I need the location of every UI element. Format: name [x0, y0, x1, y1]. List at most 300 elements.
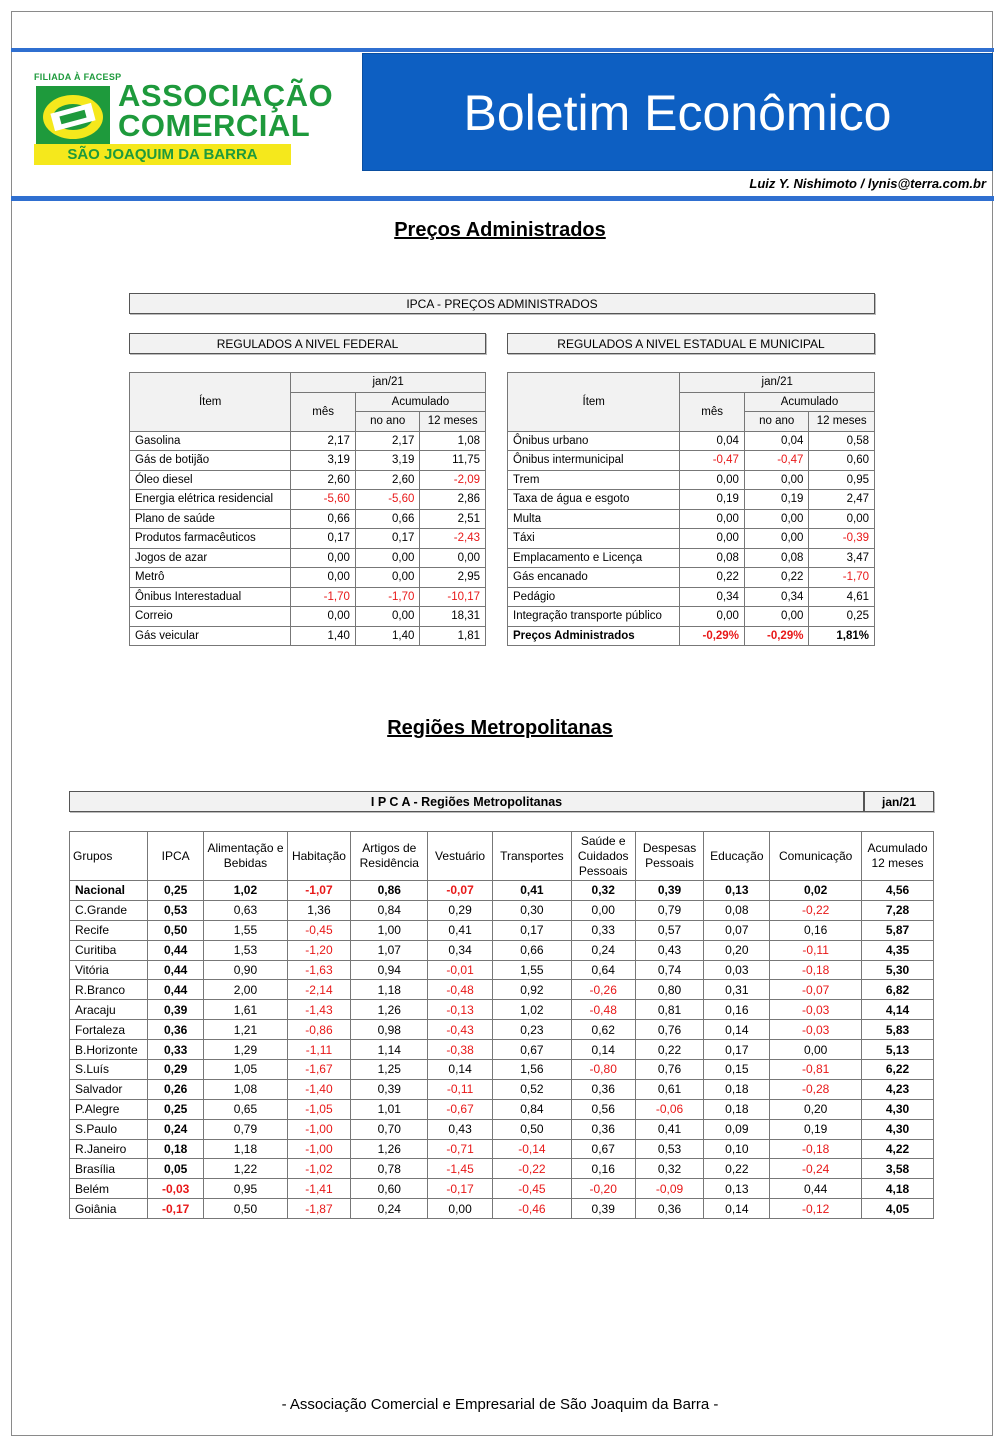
association-logo: [34, 70, 334, 168]
cell-value: 1,26: [351, 1000, 428, 1020]
cell-value: 0,18: [147, 1139, 204, 1159]
header-line: Habitação: [291, 848, 346, 863]
cell-value: 0,16: [770, 920, 862, 940]
cell-value: 3,47: [809, 548, 875, 568]
region-name: R.Branco: [70, 980, 148, 1000]
cell-value: 0,05: [147, 1159, 204, 1179]
cell-value: 2,51: [420, 509, 486, 529]
cell-value: -0,45: [287, 920, 351, 940]
cell-value: -1,70: [355, 587, 420, 607]
table-row: [70, 1020, 934, 1040]
cell-value: -0,47: [744, 451, 809, 471]
ipca-metro-banner: I P C A - Regiões Metropolitanas: [69, 791, 864, 812]
cell-value: 0,25: [809, 607, 875, 627]
cell-value: 0,16: [571, 1159, 635, 1179]
cell-value: -1,00: [287, 1139, 351, 1159]
region-name: Salvador: [70, 1079, 148, 1099]
table-row: [508, 607, 875, 627]
row-label: Gás encanado: [508, 568, 680, 588]
cell-value: 2,00: [204, 980, 287, 1000]
cell-value: 0,95: [809, 470, 875, 490]
cell-value: 0,25: [147, 881, 204, 901]
cell-value: 0,22: [744, 568, 809, 588]
column-header: [428, 832, 493, 881]
cell-value: 0,41: [428, 920, 493, 940]
cell-value: 1,26: [351, 1139, 428, 1159]
cell-value: 0,39: [147, 1000, 204, 1020]
cell-value: 0,30: [492, 900, 571, 920]
section-title-metro-regions: Regiões Metropolitanas: [387, 717, 613, 739]
cell-value: 0,00: [744, 509, 809, 529]
column-header: [862, 832, 934, 881]
cell-value: 0,10: [704, 1139, 770, 1159]
federal-label: REGULADOS A NIVEL FEDERAL: [129, 333, 486, 354]
region-name: Vitória: [70, 960, 148, 980]
cell-value: -1,11: [287, 1040, 351, 1060]
cell-value: 6,22: [862, 1060, 934, 1080]
table-row: [130, 470, 486, 490]
cell-value: 0,00: [744, 529, 809, 549]
table-row: [70, 1040, 934, 1060]
cell-value: 0,36: [571, 1079, 635, 1099]
region-name: Recife: [70, 920, 148, 940]
cell-value: -0,38: [428, 1040, 493, 1060]
col-month: mês: [680, 392, 745, 431]
cell-value: 1,61: [204, 1000, 287, 1020]
cell-value: -0,01: [428, 960, 493, 980]
header-line: Despesas: [642, 841, 697, 855]
row-label: Produtos farmacêuticos: [130, 529, 291, 549]
cell-value: 0,70: [351, 1119, 428, 1139]
logo-line2: COMERCIAL: [118, 108, 311, 143]
cell-value: -1,07: [287, 881, 351, 901]
cell-value: 0,44: [147, 980, 204, 1000]
header-line: Bebidas: [223, 856, 268, 870]
cell-value: 0,20: [770, 1099, 862, 1119]
cell-value: 0,17: [355, 529, 420, 549]
cell-value: -0,09: [635, 1179, 704, 1199]
cell-value: -1,05: [287, 1099, 351, 1119]
col-period: jan/21: [291, 373, 486, 393]
cell-value: -0,46: [492, 1199, 571, 1219]
cell-value: 1,25: [351, 1060, 428, 1080]
cell-value: 1,36: [287, 900, 351, 920]
cell-value: 2,60: [355, 470, 420, 490]
cell-value: -1,45: [428, 1159, 493, 1179]
cell-value: 0,66: [291, 509, 356, 529]
cell-value: 4,22: [862, 1139, 934, 1159]
cell-value: -0,45: [492, 1179, 571, 1199]
cell-value: 0,14: [704, 1199, 770, 1219]
cell-value: 0,18: [704, 1079, 770, 1099]
table-row: [70, 1159, 934, 1179]
cell-value: 0,60: [351, 1179, 428, 1199]
cell-value: 3,19: [355, 451, 420, 471]
table-row: [508, 451, 875, 471]
cell-value: 1,40: [355, 626, 420, 646]
table-row: [70, 881, 934, 901]
cell-value: -0,86: [287, 1020, 351, 1040]
table-row: [70, 1099, 934, 1119]
cell-value: 0,31: [704, 980, 770, 1000]
cell-value: 4,05: [862, 1199, 934, 1219]
header-line: Alimentação e: [207, 841, 284, 855]
row-label: Pedágio: [508, 587, 680, 607]
cell-value: 1,07: [351, 940, 428, 960]
cell-value: 0,00: [744, 470, 809, 490]
cell-value: -1,41: [287, 1179, 351, 1199]
cell-value: 0,24: [147, 1119, 204, 1139]
cell-value: -1,70: [291, 587, 356, 607]
column-header: [147, 832, 204, 881]
cell-value: -2,43: [420, 529, 486, 549]
cell-value: 0,24: [351, 1199, 428, 1219]
metro-regions-table: [69, 831, 934, 1219]
cell-value: -0,13: [428, 1000, 493, 1020]
cell-value: 1,01: [351, 1099, 428, 1119]
top-blue-rule: [11, 48, 994, 52]
cell-value: 0,14: [704, 1020, 770, 1040]
region-name: C.Grande: [70, 900, 148, 920]
cell-value: -1,40: [287, 1079, 351, 1099]
cell-value: 0,00: [291, 568, 356, 588]
cell-value: 0,64: [571, 960, 635, 980]
cell-value: 0,86: [351, 881, 428, 901]
cell-value: 1,22: [204, 1159, 287, 1179]
cell-value: 4,30: [862, 1099, 934, 1119]
column-header: [70, 832, 148, 881]
cell-value: 0,00: [420, 548, 486, 568]
cell-value: 0,00: [571, 900, 635, 920]
region-name: Belém: [70, 1179, 148, 1199]
table-row: [130, 529, 486, 549]
cell-value: 0,26: [147, 1079, 204, 1099]
cell-value: 0,22: [704, 1159, 770, 1179]
header-line: Acumulado: [867, 841, 928, 855]
cell-value: 2,47: [809, 490, 875, 510]
table-row: [130, 607, 486, 627]
cell-value: 5,30: [862, 960, 934, 980]
table-row: [130, 568, 486, 588]
table-row: [508, 529, 875, 549]
cell-value: 0,08: [680, 548, 745, 568]
table-row: [70, 1179, 934, 1199]
region-name: P.Alegre: [70, 1099, 148, 1119]
ipca-administered-banner: IPCA - PREÇOS ADMINISTRADOS: [129, 293, 875, 314]
table-row: [70, 1199, 934, 1219]
cell-value: 4,56: [862, 881, 934, 901]
table-row: [508, 490, 875, 510]
header-line: 12 meses: [871, 856, 924, 870]
total-value: -0,29%: [744, 626, 809, 646]
cell-value: 0,84: [351, 900, 428, 920]
footer-text: - Associação Comercial e Empresarial de São Joaquim da Barra -: [281, 1396, 719, 1413]
cell-value: 0,94: [351, 960, 428, 980]
cell-value: -1,20: [287, 940, 351, 960]
cell-value: -0,03: [147, 1179, 204, 1199]
cell-value: 6,82: [862, 980, 934, 1000]
cell-value: 5,83: [862, 1020, 934, 1040]
header-line: Residência: [359, 856, 419, 870]
cell-value: 0,61: [635, 1079, 704, 1099]
row-label: Metrô: [130, 568, 291, 588]
col-year: no ano: [744, 412, 809, 432]
cell-value: 0,79: [635, 900, 704, 920]
metro-period: jan/21: [864, 791, 934, 812]
col-12m: 12 meses: [420, 412, 486, 432]
row-label: Ônibus urbano: [508, 431, 680, 451]
cell-value: 0,50: [492, 1119, 571, 1139]
row-label: Jogos de azar: [130, 548, 291, 568]
cell-value: -10,17: [420, 587, 486, 607]
cell-value: 0,14: [571, 1040, 635, 1060]
table-row: [70, 980, 934, 1000]
cell-value: -2,09: [420, 470, 486, 490]
cell-value: 0,29: [428, 900, 493, 920]
state-municipal-prices-table: [507, 372, 875, 646]
cell-value: -0,14: [492, 1139, 571, 1159]
cell-value: -1,67: [287, 1060, 351, 1080]
cell-value: -0,07: [770, 980, 862, 1000]
table-row: [70, 960, 934, 980]
cell-value: -0,67: [428, 1099, 493, 1119]
row-label: Taxa de água e esgoto: [508, 490, 680, 510]
cell-value: 1,56: [492, 1060, 571, 1080]
section-title-administered-prices: Preços Administrados: [394, 219, 606, 241]
cell-value: 0,00: [680, 509, 745, 529]
cell-value: -0,48: [428, 980, 493, 1000]
cell-value: -1,70: [809, 568, 875, 588]
cell-value: 0,04: [680, 431, 745, 451]
column-header: [287, 832, 351, 881]
row-label: Energia elétrica residencial: [130, 490, 291, 510]
cell-value: -0,07: [428, 881, 493, 901]
total-value: -0,29%: [680, 626, 745, 646]
cell-value: 0,57: [635, 920, 704, 940]
cell-value: 0,32: [635, 1159, 704, 1179]
cell-value: 0,41: [492, 881, 571, 901]
cell-value: 0,84: [492, 1099, 571, 1119]
cell-value: -0,26: [571, 980, 635, 1000]
cell-value: 0,00: [428, 1199, 493, 1219]
table-row: [130, 548, 486, 568]
row-label: Gasolina: [130, 431, 291, 451]
cell-value: 0,43: [428, 1119, 493, 1139]
cell-value: -0,06: [635, 1099, 704, 1119]
cell-value: 5,87: [862, 920, 934, 940]
header-line: Transportes: [500, 848, 564, 863]
cell-value: 0,00: [680, 470, 745, 490]
cell-value: 0,00: [809, 509, 875, 529]
cell-value: 0,22: [635, 1040, 704, 1060]
cell-value: 0,00: [355, 607, 420, 627]
row-label: Táxi: [508, 529, 680, 549]
col-item: Ítem: [130, 373, 291, 432]
cell-value: 0,44: [147, 940, 204, 960]
table-row: [70, 1000, 934, 1020]
column-header: [571, 832, 635, 881]
cell-value: 0,14: [428, 1060, 493, 1080]
row-label: Emplacamento e Licença: [508, 548, 680, 568]
cell-value: -0,18: [770, 1139, 862, 1159]
table-row: [508, 509, 875, 529]
cell-value: 0,00: [744, 607, 809, 627]
total-value: 1,81%: [809, 626, 875, 646]
cell-value: 4,23: [862, 1079, 934, 1099]
column-header: [770, 832, 862, 881]
region-name: B.Horizonte: [70, 1040, 148, 1060]
cell-value: 0,39: [571, 1199, 635, 1219]
col-item: Ítem: [508, 373, 680, 432]
table-row: [70, 1139, 934, 1159]
cell-value: 1,81: [420, 626, 486, 646]
logo-line1: ASSOCIAÇÃO: [118, 78, 334, 113]
table-row: [70, 1079, 934, 1099]
table-row: [70, 940, 934, 960]
table-row: [130, 509, 486, 529]
col-year: no ano: [355, 412, 420, 432]
cell-value: 0,50: [204, 1199, 287, 1219]
table-row: [70, 1060, 934, 1080]
cell-value: -5,60: [355, 490, 420, 510]
cell-value: -0,03: [770, 1020, 862, 1040]
cell-value: 0,76: [635, 1060, 704, 1080]
row-label: Ônibus intermunicipal: [508, 451, 680, 471]
cell-value: 0,50: [147, 920, 204, 940]
cell-value: 0,00: [355, 548, 420, 568]
row-label: Gás veicular: [130, 626, 291, 646]
cell-value: 0,15: [704, 1060, 770, 1080]
cell-value: 0,53: [147, 900, 204, 920]
cell-value: 1,21: [204, 1020, 287, 1040]
cell-value: -0,48: [571, 1000, 635, 1020]
cell-value: -0,43: [428, 1020, 493, 1040]
cell-value: 0,52: [492, 1079, 571, 1099]
cell-value: -1,43: [287, 1000, 351, 1020]
cell-value: 0,65: [204, 1099, 287, 1119]
cell-value: 1,53: [204, 940, 287, 960]
table-row: [130, 431, 486, 451]
table-row: [70, 900, 934, 920]
cell-value: 1,08: [204, 1079, 287, 1099]
region-name: Fortaleza: [70, 1020, 148, 1040]
cell-value: 3,19: [291, 451, 356, 471]
column-header: [704, 832, 770, 881]
cell-value: 0,16: [704, 1000, 770, 1020]
cell-value: 18,31: [420, 607, 486, 627]
cell-value: -0,11: [770, 940, 862, 960]
cell-value: -1,63: [287, 960, 351, 980]
cell-value: 0,34: [428, 940, 493, 960]
total-row: [508, 626, 875, 646]
header-line: Pessoais: [645, 856, 694, 870]
cell-value: 0,67: [492, 1040, 571, 1060]
federal-prices-table: [129, 372, 486, 646]
cell-value: 0,78: [351, 1159, 428, 1179]
logo-affiliation: FILIADA À FACESP: [34, 72, 122, 82]
cell-value: 0,36: [571, 1119, 635, 1139]
cell-value: -1,87: [287, 1199, 351, 1219]
table-row: [70, 1119, 934, 1139]
cell-value: 0,81: [635, 1000, 704, 1020]
cell-value: 0,18: [704, 1099, 770, 1119]
cell-value: 1,00: [351, 920, 428, 940]
cell-value: 0,07: [704, 920, 770, 940]
cell-value: -0,24: [770, 1159, 862, 1179]
cell-value: 1,02: [204, 881, 287, 901]
row-label: Integração transporte público: [508, 607, 680, 627]
cell-value: -0,20: [571, 1179, 635, 1199]
cell-value: 0,17: [492, 920, 571, 940]
cell-value: 0,33: [571, 920, 635, 940]
row-label: Plano de saúde: [130, 509, 291, 529]
cell-value: 2,17: [355, 431, 420, 451]
cell-value: 0,90: [204, 960, 287, 980]
cell-value: 0,34: [680, 587, 745, 607]
table-row: [130, 626, 486, 646]
cell-value: -1,00: [287, 1119, 351, 1139]
cell-value: 0,00: [291, 607, 356, 627]
region-name: Goiânia: [70, 1199, 148, 1219]
column-header: [351, 832, 428, 881]
cell-value: -0,12: [770, 1199, 862, 1219]
cell-value: 7,28: [862, 900, 934, 920]
row-label: Gás de botijão: [130, 451, 291, 471]
header-line: Pessoais: [578, 863, 628, 878]
cell-value: 2,17: [291, 431, 356, 451]
cell-value: -0,47: [680, 451, 745, 471]
cell-value: -0,17: [428, 1179, 493, 1199]
cell-value: 5,13: [862, 1040, 934, 1060]
cell-value: 0,17: [291, 529, 356, 549]
cell-value: 1,55: [492, 960, 571, 980]
cell-value: 0,17: [704, 1040, 770, 1060]
cell-value: 0,23: [492, 1020, 571, 1040]
cell-value: -0,22: [770, 900, 862, 920]
cell-value: 0,67: [571, 1139, 635, 1159]
cell-value: 0,92: [492, 980, 571, 1000]
cell-value: 0,08: [744, 548, 809, 568]
cell-value: 4,61: [809, 587, 875, 607]
cell-value: 0,39: [351, 1079, 428, 1099]
col-month: mês: [291, 392, 356, 431]
column-header: [492, 832, 571, 881]
cell-value: -0,28: [770, 1079, 862, 1099]
region-name: Nacional: [70, 881, 148, 901]
cell-value: 0,74: [635, 960, 704, 980]
cell-value: -5,60: [291, 490, 356, 510]
region-name: Curitiba: [70, 940, 148, 960]
region-name: S.Paulo: [70, 1119, 148, 1139]
column-header: [204, 832, 287, 881]
cell-value: 0,80: [635, 980, 704, 1000]
cell-value: 0,53: [635, 1139, 704, 1159]
cell-value: 0,32: [571, 881, 635, 901]
region-name: Aracaju: [70, 1000, 148, 1020]
cell-value: -0,11: [428, 1079, 493, 1099]
cell-value: 1,55: [204, 920, 287, 940]
cell-value: -0,17: [147, 1199, 204, 1219]
cell-value: -2,14: [287, 980, 351, 1000]
cell-value: -0,03: [770, 1000, 862, 1020]
cell-value: 0,98: [351, 1020, 428, 1040]
row-label: Trem: [508, 470, 680, 490]
cell-value: 0,66: [492, 940, 571, 960]
cell-value: 0,19: [744, 490, 809, 510]
cell-value: -0,39: [809, 529, 875, 549]
cell-value: 0,03: [704, 960, 770, 980]
cell-value: 0,19: [680, 490, 745, 510]
